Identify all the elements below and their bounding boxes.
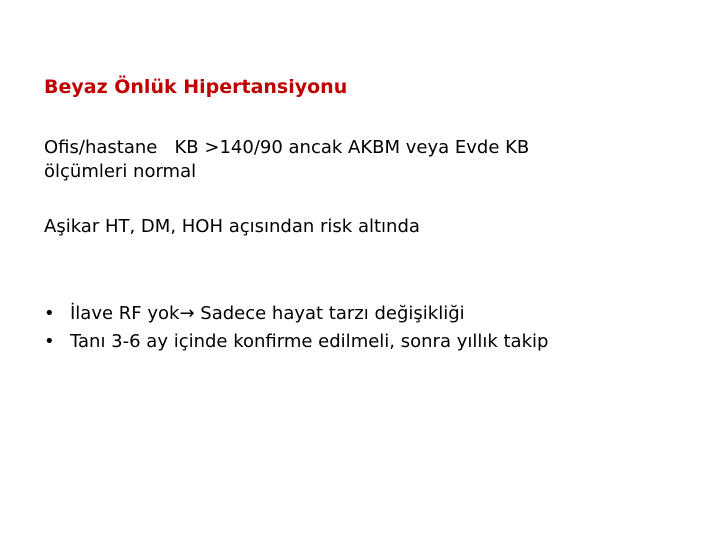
bullet-text: İlave RF yok→ Sadece hayat tarzı değişikliği: [70, 303, 465, 324]
definition-line-2: ölçümleri normal: [44, 161, 197, 182]
slide-title: Beyaz Önlük Hipertansiyonu: [44, 76, 348, 98]
definition-paragraph: [44, 136, 529, 184]
bullet-list: [44, 300, 548, 356]
risk-paragraph: Aşikar HT, DM, HOH açısından risk altında: [44, 216, 420, 237]
bullet-text: Tanı 3-6 ay içinde konfirme edilmeli, sonra yıllık takip: [70, 331, 549, 352]
list-item: [44, 300, 548, 328]
bullet-icon: •: [44, 331, 55, 352]
definition-line-1: Ofis/hastane KB >140/90 ancak AKBM veya Evde KB: [44, 137, 530, 158]
bullet-icon: •: [44, 303, 55, 324]
list-item: [44, 328, 548, 356]
